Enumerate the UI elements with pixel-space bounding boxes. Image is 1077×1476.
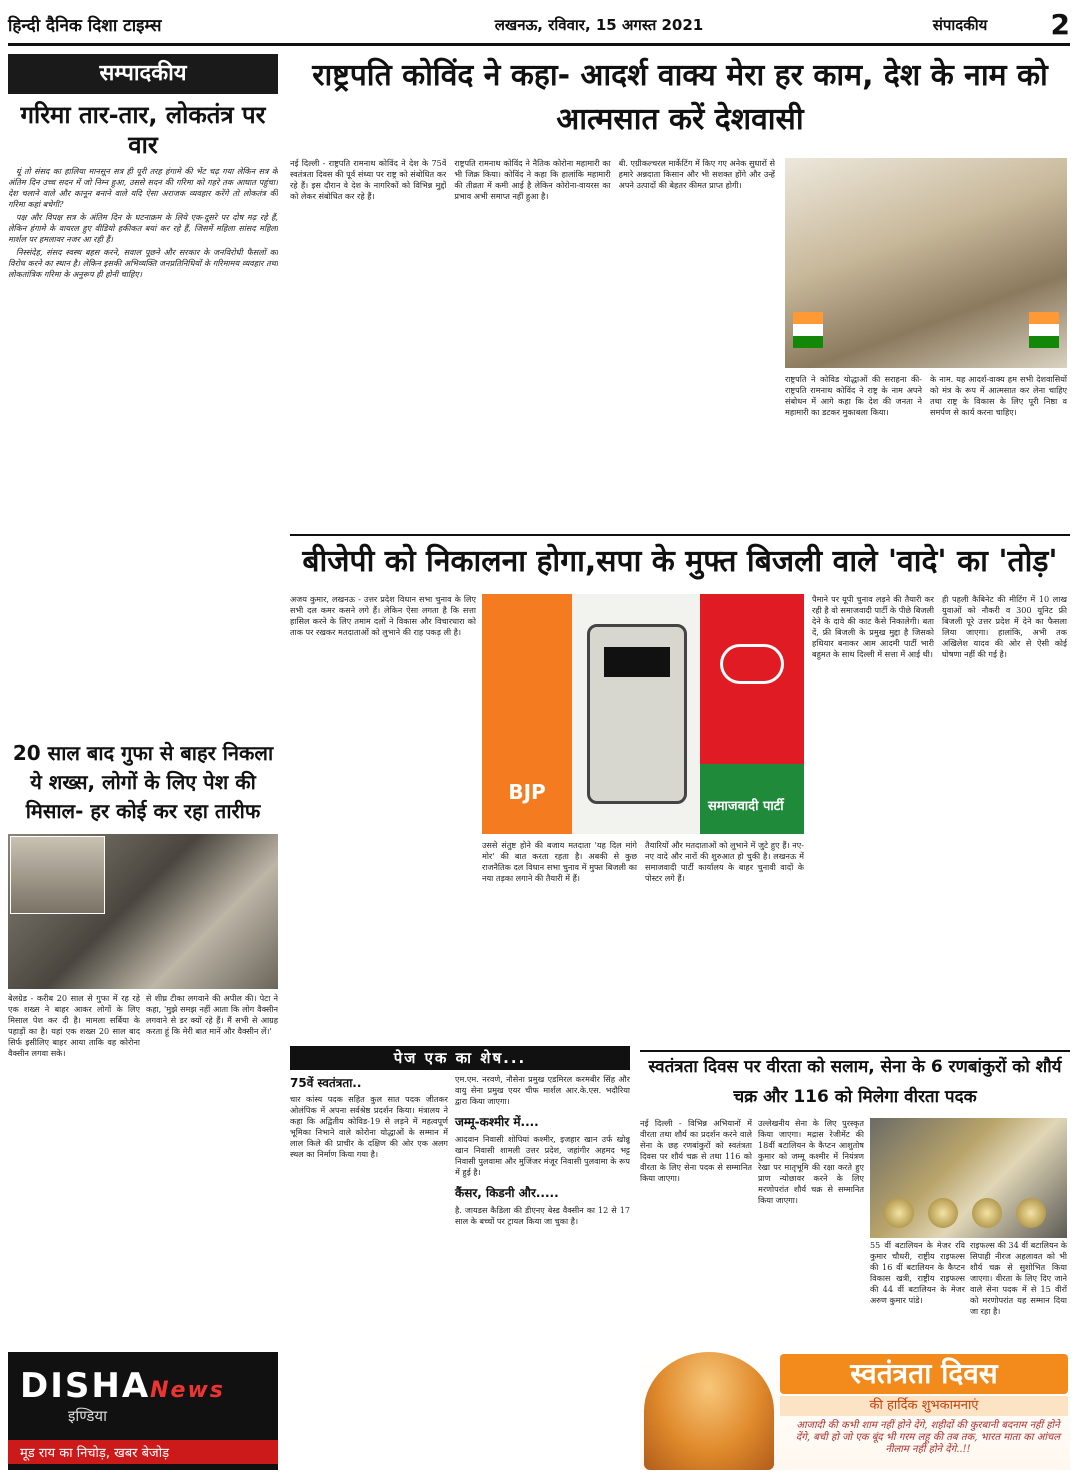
continuation-subhead: जम्मू-कश्मीर में.... xyxy=(455,1115,539,1129)
paper-name: हिन्दी दैनिक दिशा टाइम्स xyxy=(8,16,162,36)
president-photo xyxy=(785,158,1067,368)
kovind-col: नई दिल्ली - राष्ट्रपति रामनाथ कोविंद ने देश के 75वें स्वतंत्रता दिवस की पूर्व संध्या पर राष्ट्र को संबोधित कर रहे हैं। इस दौरान वे देश के नागरिकों को विभिन्न मुद्दों को लेकर संबोधित कर रहे हैं। xyxy=(290,158,447,201)
bjp-col: उससे संतुष्ट होने की बजाय मतदाता 'यह दिल मांगे मोर' की बात करता रहता है। अबकी से कुछ राजनैतिक दल विधान सभा चुनाव में मुफ्त बिजली का नया तड़का लगाने की तैयारी में हैं। xyxy=(482,840,637,883)
kovind-photo-caption: राष्ट्रपति ने कोविड योद्धाओं की सराहना की- राष्ट्रपति रामनाथ कोविंद ने राष्ट्र के नाम अपने संबोधन में आगे कहा कि देश की जनता ने महामारी का डटकर मुकाबला किया। xyxy=(785,374,922,417)
bjp-label: BJP xyxy=(508,780,546,804)
cave-story-col: से शीघ्र टीका लगवाने की अपील की। पेटा ने कहा, 'मुझे समझ नहीं आता कि लोग वैक्सीन लगवाने से डर क्यों रहे हैं। मैं सभी से आग्रह करता हूं कि मेरी बात मानें और वैक्सीन लें।' xyxy=(146,993,278,1036)
editorial-headline: गरिमा तार-तार, लोकतंत्र पर वार xyxy=(20,101,266,159)
editorial-tab: सम्पादकीय xyxy=(8,54,278,94)
bjp-col: ही पहली कैबिनेट की मीटिंग में 10 लाख युवाओं को नौकरी व 300 यूनिट फ्री बिजली पूरे उत्तर प्रदेश में देने का फैसला लिया जाएगा। हालांकि, अभी तक अखिलेश यादव की ओर से ऐसी कोई घोषणा नहीं की गई है। xyxy=(942,594,1067,659)
medal-icon xyxy=(972,1198,1002,1228)
medals-caption: राइफल्स की 34 वीं बटालियन के सिपाही नीरज अहलावत को भी शौर्य चक्र से सुशोभित किया जाएगा। वीरता के लिए दिए जाने वाले सेना पदक में से 15 वीरों को मरणोपरांत यह सम्मान दिया जा रहा है। xyxy=(970,1240,1067,1316)
independence-day-greeting xyxy=(640,1352,1070,1470)
medals-caption: 55 वीं बटालियन के मेजर रवि कुमार चौधरी, राष्ट्रीय राइफल्स की 16 वीं बटालियन के कैप्टन विकास खत्री, राष्ट्रीय राइफल्स की 44 वीं बटालियन के मेजर अरुण कुमार पांडे। xyxy=(870,1240,965,1305)
cave-story-photo xyxy=(8,834,278,989)
medal-icon xyxy=(928,1198,958,1228)
sp-label: समाजवादी पार्टी xyxy=(708,799,784,814)
greeting-title: स्वतंत्रता दिवस xyxy=(780,1354,1068,1394)
logo-tagline: मूड राय का निचोड़, खबर बेजोड़ xyxy=(8,1440,278,1464)
continuation-text: एम.एम. नरवणे, नौसेना प्रमुख एडमिरल करमबीर सिंह और वायु सेना प्रमुख एयर चीफ मार्शल आर.के.एस. भदौरिया द्वारा किया जाएगा। xyxy=(455,1074,630,1106)
page-number: 2 xyxy=(1050,8,1070,41)
logo-brand-main: DISHA xyxy=(20,1366,151,1406)
flag-icon xyxy=(1029,312,1059,348)
logo-brand-sub: News xyxy=(150,1378,225,1403)
flag-icon xyxy=(793,312,823,348)
cave-story-body xyxy=(8,993,278,1228)
bravery-headline: स्वतंत्रता दिवस पर वीरता को सलाम, सेना के 6 रणबांकुरों को शौर्य चक्र और 116 को मिलेगा वीरता पदक xyxy=(640,1050,1070,1112)
continuation-subhead: 75वें स्वतंत्रता.. xyxy=(290,1076,362,1090)
continuation-text: आदवान निवासी शोपियां कश्मीर, इजहार खान उर्फ खोन्नू खान निवासी शामली उत्तर प्रदेश, जहांगीर अहमद भट्ट निवासी पुलवामा और मुजिंजर मंजूर निवासी पुलवामा के रूप में हुई है। xyxy=(455,1134,630,1177)
kovind-col: बी. एग्रीकल्चरल मार्केटिंग में किए गए अनेक सुधारों से हमारे अन्नदाता किसान और भी सशक्त होंगे और उन्हें अपने उत्पादों की बेहतर कीमत प्राप्त होगी। xyxy=(618,158,775,190)
bjp-col: पैमाने पर यूपी चुनाव लड़ने की तैयारी कर रही है वो समाजवादी पार्टी के पीछे बिजली देने के दावे की काट कैसे निकालेगी। बता दें, फ्री बिजली के प्रमुख मुद्दा है जिसको हथियार बनाकर आम आदमी पार्टी भारी बहुमत के साथ दिल्ली में सत्ता में आई थी। xyxy=(812,594,934,659)
section-label: संपादकीय xyxy=(932,15,988,34)
greeting-poem: आजादी की कभी शाम नहीं होने देंगे, शहीदों की कुरबानी बदनाम नहीं होने देंगे, बची हो जो एक बूंद भी गरम लहू की तब तक, भारत माता का आंचल नीलाम नहीं होने देंगे..!! xyxy=(795,1420,1061,1455)
bravery-col: उल्लेखनीय सेना के लिए पुरस्कृत किया जाएगा। मद्रास रेजीमेंट की 18वीं बटालियन के कैप्टन आशुतोष कुमार को जम्मू कश्मीर में नियंत्रण रेखा पर मातृभूमि की रक्षा करते हुए प्राण न्योछावर करने के लिए मरणोपरांत शौर्य चक्र से सम्मानित किया जाएगा। xyxy=(758,1118,864,1205)
kovind-story-body xyxy=(290,158,775,526)
bjp-col: तैयारियों और मतदाताओं को लुभाने में जुटे हुए हैं। नए-नए वादे और नारों की शुरुआत हो चुकी है। लखनऊ में समाजवादी पार्टी कार्यालय के बाहर चुनावी वादों के पोस्टर लगे हैं। xyxy=(645,840,804,883)
bjp-col: अजय कुमार, लखनऊ - उत्तर प्रदेश विधान सभा चुनाव के लिए सभी दल कमर कसने लगे हैं। लेकिन ऐसा लगता है कि सत्ता हासिल करने के लिए तमाम दलों ने विकास और विचारधारा को ताक पर रखकर मतदाताओं को लुभाने की राह पकड़ ली है। xyxy=(290,594,476,637)
bjp-sp-illustration xyxy=(482,594,804,834)
bjp-headline: बीजेपी को निकालना होगा,सपा के मुफ्त बिजली वाले 'वादे' का 'तोड़' xyxy=(290,534,1070,586)
masthead xyxy=(8,6,1070,46)
cave-story-inset-photo xyxy=(10,836,105,914)
medal-icon xyxy=(884,1198,914,1228)
medal-icon xyxy=(1016,1198,1046,1228)
sp-panel xyxy=(700,594,804,834)
bjp-panel xyxy=(482,594,572,834)
editorial-paragraph: पक्ष और विपक्ष सत्र के अंतिम दिन के घटनाक्रम के लिये एक-दूसरे पर दोष मढ़ रहे हैं, लेकिन हंगामे के वायरल हुए वीडियो हकीकत बयां कर रहे हैं, जिसमें महिला सांसद महिला मार्शल पर हमलावर नजर आ रही हैं। xyxy=(8,212,278,244)
greeting-wish: की हार्दिक शुभकामनाएं xyxy=(780,1396,1068,1416)
continuation-text: है. जायडस कैडिला की डीएनए बेस्ड वैक्सीन का 12 से 17 साल के बच्चों पर ट्रायल किया जा चुका है। xyxy=(455,1205,630,1226)
continuation-subhead: कैंसर, किडनी और..... xyxy=(455,1186,559,1200)
cave-story-col: बेलग्रेड - करीब 20 साल से गुफा में रह रहे एक शख्स ने बाहर आकर लोगों के लिए मिसाल पेश कर दी है। मामला सर्बिया के पहाड़ों का है। यहां एक शख्स 20 साल बाद सिर्फ इसीलिए बाहर आया ताकि वह कोरोना वैक्सीन लगवा सके। xyxy=(8,993,140,1058)
continuation-col: चार कांस्य पदक सहित कुल सात पदक जीतकर ओलंपिक में अपना सर्वश्रेष्ठ प्रदर्शन किया। मंत्रालय ने कहा कि अद्वितीय कोविड-19 से लड़ने में महत्वपूर्ण भूमिका निभाने वाले कोरोना योद्धाओं के सम्मान में लाल किले की प्राचीर के दक्षिण की ओर एक अलग स्थल का निर्माण किया गया है। xyxy=(290,1094,448,1159)
kovind-headline: राष्ट्रपति कोविंद ने कहा- आदर्श वाक्य मेरा हर काम, देश के नाम को आत्मसात करें देशवासी xyxy=(312,58,1048,137)
cave-story-headline: 20 साल बाद गुफा से बाहर निकला ये शख्स, लोगों के लिए पेश की मिसाल- हर कोई कर रहा तारीफ xyxy=(12,741,274,823)
editorial-paragraph: यूं तो संसद का हालिया मानसून सत्र ही पूरी तरह हंगामे की भेंट चढ़ गया लेकिन सत्र के अंतिम दिन उच्च सदन में जो निम्न हुआ, उससे सदन की गरिमा को गहरे तक आघात पहुंचा। देश चलाने वाले और कानून बनाने वाले यदि ऐसा अराजक व्यवहार करेंगे तो लोकतंत्र की गरिमा कहां बचेगी? xyxy=(8,166,278,209)
dateline: लखनऊ, रविवार, 15 अगस्त 2021 xyxy=(494,15,704,34)
meter-screen xyxy=(604,647,670,677)
kovind-col: राष्ट्रपति रामनाथ कोविंद ने नैतिक कोरोना महामारी का भी जिक्र किया। कोविंद ने कहा कि हालांकि महामारी की तीव्रता में कमी आई है लेकिन कोरोना-वायरस का प्रभाव अभी समाप्त नहीं हुआ है। xyxy=(454,158,611,201)
continuation-col-2 xyxy=(455,1074,630,1470)
editorial-column xyxy=(8,54,278,1144)
kovind-story-body-2 xyxy=(785,374,1067,526)
editorial-paragraph: निस्संदेह, संसद स्वस्थ बहस करने, सवाल पूछने और सरकार के जनविरोधी फैसलों का विरोध करने का स्थान है। लेकिन इसकी अभिव्यक्ति जनप्रतिनिधियों के गरिमामय व्यवहार तथा लोकतांत्रिक गरिमा के अनुरूप ही होनी चाहिए। xyxy=(8,247,278,279)
medals-photo xyxy=(870,1118,1067,1238)
logo-country: इण्डिया xyxy=(68,1407,107,1425)
bravery-col: नई दिल्ली - विभिन्न अभियानों में वीरता तथा शौर्य का प्रदर्शन करने वाले सेना के छह रणबांकुरों को स्वतंत्रता दिवस पर शौर्य चक्र से तथा 116 को वीरता के लिए सेना पदक से सम्मानित किया जाएगा। xyxy=(640,1118,752,1183)
kovind-col: के नाम. यह आदर्श-वाक्य हम सभी देशवासियों को मंत्र के रूप में आत्मसात कर लेना चाहिए तथा राष्ट्र के विकास के लिए पूरी निष्ठा व समर्पण से कार्य करना चाहिए। xyxy=(930,374,1067,417)
editorial-body xyxy=(8,166,278,731)
logo-brand xyxy=(8,1352,278,1406)
bicycle-icon xyxy=(720,644,784,684)
continuation-bar: पेज एक का शेष... xyxy=(290,1046,630,1070)
electricity-meter-icon xyxy=(587,624,687,804)
disha-news-logo xyxy=(8,1352,278,1470)
bharat-mata-illustration xyxy=(644,1352,774,1470)
